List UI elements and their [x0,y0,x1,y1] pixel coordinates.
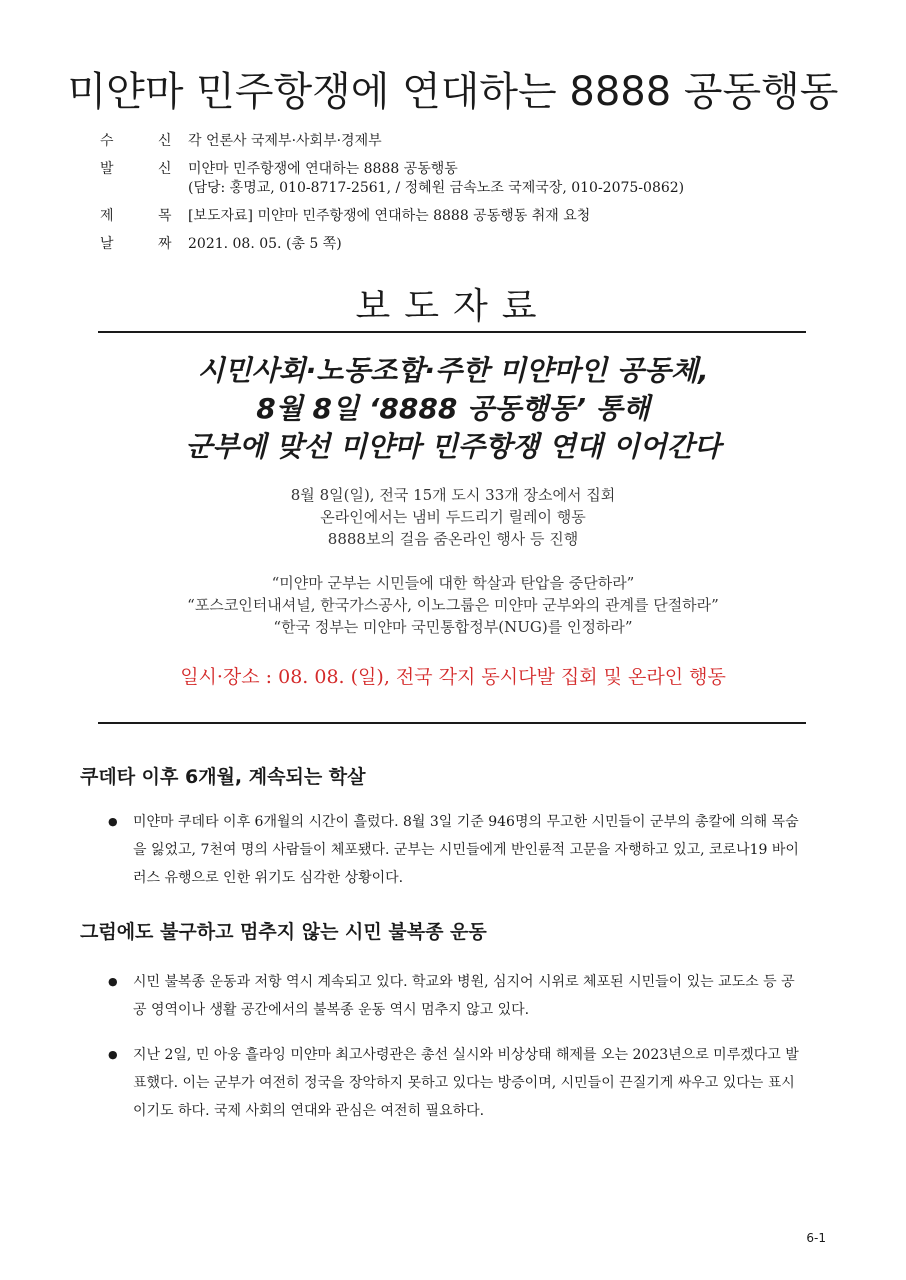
headline-line2: 8월 8일 ‘8888 공동행동’ 통해 [256,392,650,425]
headline [0,352,906,466]
quote-line: “포스코인터내셔널, 한국가스공사, 이노그룹은 미얀마 군부와의 관계를 단절하라” [187,596,719,614]
meta-date-row [100,235,820,254]
meta-recipient-row [100,132,820,151]
bullet-text: 시민 불복종 운동과 저항 역시 계속되고 있다. 학교와 병원, 심지어 시위로 체포된 시민들이 있는 교도소 등 공공 영역이나 생활 공간에서의 불복종 운동 역시 멈추지 않고 있다. [133,974,795,1018]
subheading-line: 8888보의 걸음 줌온라인 행사 등 진행 [327,530,579,548]
meta-date-label: 날 짜 [100,236,192,252]
subheadings [0,484,906,550]
bullet-item [108,1041,808,1125]
divider-top [98,331,806,333]
headline-line3: 군부에 맞선 미얀마 민주항쟁 연대 이어간다 [185,430,721,463]
quote-line: “한국 정부는 미얀마 국민통합정부(NUG)를 인정하라” [273,618,633,636]
meta-sender-row [100,160,820,198]
section-heading: 쿠데타 이후 6개월, 계속되는 학살 [80,766,366,788]
meta-recipient-value: 각 언론사 국제부·사회부·경제부 [188,133,382,149]
demand-quotes [0,572,906,638]
bullet-item [108,808,808,892]
meta-subject-row [100,207,820,226]
meta-block [100,132,820,263]
headline-line1: 시민사회·노동조합·주한 미얀마인 공동체, [197,354,709,387]
bullet-icon: ● [108,815,118,828]
subheading-line: 온라인에서는 냄비 두드리기 릴레이 행동 [320,508,586,526]
page-number: 6-1 [806,1231,826,1245]
meta-sender-value [188,160,820,198]
meta-sender-line1: 미얀마 민주항쟁에 연대하는 8888 공동행동 [188,161,458,177]
document-title: 미얀마 민주항쟁에 연대하는 8888 공동행동 [67,69,839,115]
divider-bottom [98,722,806,724]
section-heading: 그럼에도 불구하고 멈추지 않는 시민 불복종 운동 [80,921,487,943]
subheading-line: 8월 8일(일), 전국 15개 도시 33개 장소에서 집회 [290,486,616,504]
schedule-line: 일시·장소 : 08. 08. (일), 전국 각지 동시다발 집회 및 온라인 행동 [180,666,726,688]
quote-line: “미얀마 군부는 시민들에 대한 학살과 탄압을 중단하라” [271,574,635,592]
meta-date-value: 2021. 08. 05. (총 5 쪽) [188,236,342,252]
bullet-item [108,968,808,1024]
bullet-text: 미얀마 쿠데타 이후 6개월의 시간이 흘렀다. 8월 3일 기준 946명의 무고한 시민들이 군부의 총칼에 의해 목숨을 잃었고, 7천여 명의 사람들이 체포됐다. 군부는 시민들에게 반인륜적 고문을 자행하고 있고, 코로나19 바이러스 유행으로 인한 위기도 심각한 상황이다. [133,814,799,886]
meta-subject-label: 제 목 [100,208,192,224]
press-release-title: 보도자료 [355,286,551,327]
bullet-icon: ● [108,975,118,988]
meta-recipient-label: 수 신 [100,133,192,149]
bullet-icon: ● [108,1048,118,1061]
meta-subject-value: [보도자료] 미얀마 민주항쟁에 연대하는 8888 공동행동 취재 요청 [188,208,591,224]
bullet-text: 지난 2일, 민 아웅 흘라잉 미얀마 최고사령관은 총선 실시와 비상상태 해제를 오는 2023년으로 미루겠다고 발표했다. 이는 군부가 여전히 정국을 장악하지 못하고 있다는 방증이며, 시민들이 끈질기게 싸우고 있다는 표시이기도 하다. 국제 사회의 연대와 관심은 여전히 필요하다. [133,1047,799,1119]
meta-sender-label: 발 신 [100,161,192,177]
meta-sender-line2: (담당: 홍명교, 010-8717-2561, / 정혜원 금속노조 국제국장, 010-2075-0862) [188,180,685,196]
